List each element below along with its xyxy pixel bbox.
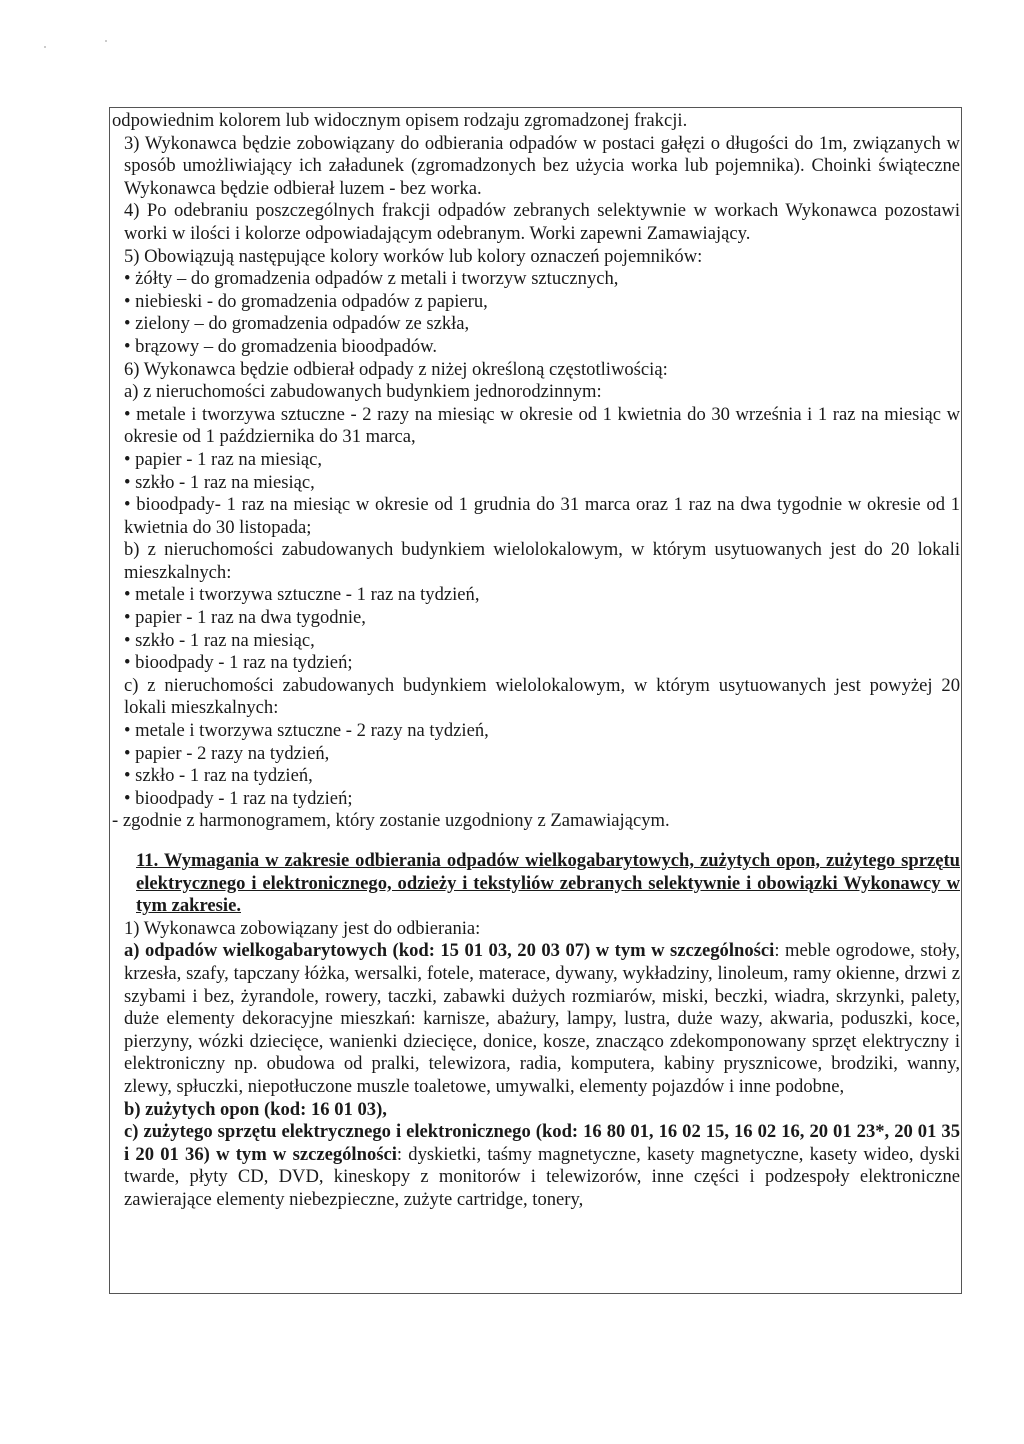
frequency-item: • szkło - 1 raz na tydzień,: [124, 765, 313, 787]
subsection-b: b) z nieruchomości zabudowanych budynkiem wielolokalowym, w którym usytuowanych jest do 20 lokali mieszkalnych:: [124, 539, 960, 583]
section-11-item-a: [112, 940, 960, 1098]
document-body: [112, 110, 960, 1212]
frequency-item: • metale i tworzywa sztuczne - 2 razy na miesiąc w okresie od 1 kwietnia do 30 września i 1 raz na miesiąc w okresie od 1 października do 31 marca,: [124, 403, 960, 448]
paragraph-4: 4) Po odebraniu poszczególnych frakcji odpadów zebranych selektywnie w workach Wykonawca pozostawi worki w ilości i kolorze odpowiadającym odebranym. Worki zapewni Zamawiający.: [124, 200, 960, 244]
frequency-item: • bioodpady- 1 raz na miesiąc w okresie od 1 grudnia do 31 marca oraz 1 raz na dwa tygodnie w okresie od 1 kwietnia do 30 listopada;: [124, 494, 960, 538]
frequency-item: • papier - 1 raz na miesiąc,: [124, 448, 323, 470]
frequency-item: • metale i tworzywa sztuczne - 2 razy na tydzień,: [124, 720, 489, 742]
section-11-paragraph-1: 1) Wykonawca zobowiązany jest do odbierania:: [124, 917, 481, 939]
frequency-item: • papier - 2 razy na tydzień,: [124, 742, 330, 764]
paragraph-6: 6) Wykonawca będzie odbierał odpady z niżej określoną częstotliwością:: [124, 358, 668, 380]
frequency-item: • bioodpady - 1 raz na tydzień;: [124, 652, 353, 674]
item-a-text: : meble ogrodowe, stoły, krzesła, szafy, tapczany łóżka, wersalki, fotele, materace, dywany, wykładziny, linoleum, ramy okienne, drzwi z szybami i bez, żyrandole, rowery, taczki, zabawki dużych rozmiarów, miski, beczki, wiadra, skrzynki, palety, duże elementy dekoracyjne mieszkań: karnisze, abażury, lampy, lustra, duże wazy, akwaria, poduszki, koce, pierzyny, wózki dziecięce, wanienki dziecięce, donice, kosze, znacząco zdekomponowany sprzęt elektryczny i elektroniczny np. obudowa od pralki, telewizora, radia, komputera, kabiny prysznicowe, brodziki, wanny, zlewy, spłuczki, niepotłuczone muszle toaletowe, umywalki, elementy pojazdów i inne podobne,: [124, 940, 960, 1097]
frequency-item: • szkło - 1 raz na miesiąc,: [124, 629, 315, 651]
schedule-note: - zgodnie z harmonogramem, który zostanie uzgodniony z Zamawiającym.: [112, 810, 670, 832]
item-c-label: c) zużytego sprzętu elektrycznego i elektronicznego (kod: 16 80 01, 16 02 15, 16 02 16, 20 01 23*, 20 01 35 i 20 01 36) w tym w szczególności: [124, 1121, 960, 1165]
item-a-label: a) odpadów wielkogabarytowych (kod: 15 01 03, 20 03 07) w tym w szczególności: [124, 940, 775, 962]
color-item: • żółty – do gromadzenia odpadów z metali i tworzyw sztucznych,: [124, 268, 619, 290]
frequency-item: • szkło - 1 raz na miesiąc,: [124, 471, 315, 493]
color-item: • niebieski - do gromadzenia odpadów z papieru,: [124, 290, 488, 312]
subsection-c: c) z nieruchomości zabudowanych budynkiem wielolokalowym, w którym usytuowanych jest powyżej 20 lokali mieszkalnych:: [124, 674, 960, 719]
scan-speck: [44, 46, 46, 48]
paragraph-5: 5) Obowiązują następujące kolory worków lub kolory oznaczeń pojemników:: [124, 245, 703, 267]
color-item: • zielony – do gromadzenia odpadów ze szkła,: [124, 313, 470, 335]
frequency-item: • bioodpady - 1 raz na tydzień;: [124, 787, 353, 809]
color-item: • brązowy – do gromadzenia bioodpadów.: [124, 335, 438, 357]
text-line: odpowiednim kolorem lub widocznym opisem rodzaju zgromadzonej frakcji.: [112, 110, 688, 131]
frequency-item: • papier - 1 raz na dwa tygodnie,: [124, 607, 366, 629]
section-11-item-c: [112, 1121, 960, 1211]
section-11-item-b: b) zużytych opon (kod: 16 01 03),: [124, 1098, 387, 1120]
section-spacer: [112, 833, 960, 850]
item-c-text: : dyskietki, taśmy magnetyczne, kasety magnetyczne, kasety wideo, dyski twarde, płyty CD, DVD, kineskopy z monitorów i telewizorów, inne części i podzespoły elektroniczne zawierające elementy niebezpieczne, zużyte cartridge, tonery,: [124, 1143, 961, 1210]
scan-speck: [105, 40, 107, 42]
subsection-a: a) z nieruchomości zabudowanych budynkiem jednorodzinnym:: [124, 381, 602, 403]
section-11-heading: 11. Wymagania w zakresie odbierania odpadów wielkogabarytowych, zużytych opon, zużytego sprzętu elektrycznego i elektronicznego, odzieży i tekstyliów zebranych selektywnie i obowiązki Wykonawcy w tym zakresie.: [136, 850, 960, 917]
frequency-item: • metale i tworzywa sztuczne - 1 raz na tydzień,: [124, 584, 480, 606]
paragraph-3: 3) Wykonawca będzie zobowiązany do odbierania odpadów w postaci gałęzi o długości do 1m, związanych w sposób umożliwiający ich załadunek (zgromadzonych bez użycia worka lub pojemnika). Choinki świąteczne Wykonawca będzie odbierał luzem - bez worka.: [124, 132, 960, 199]
